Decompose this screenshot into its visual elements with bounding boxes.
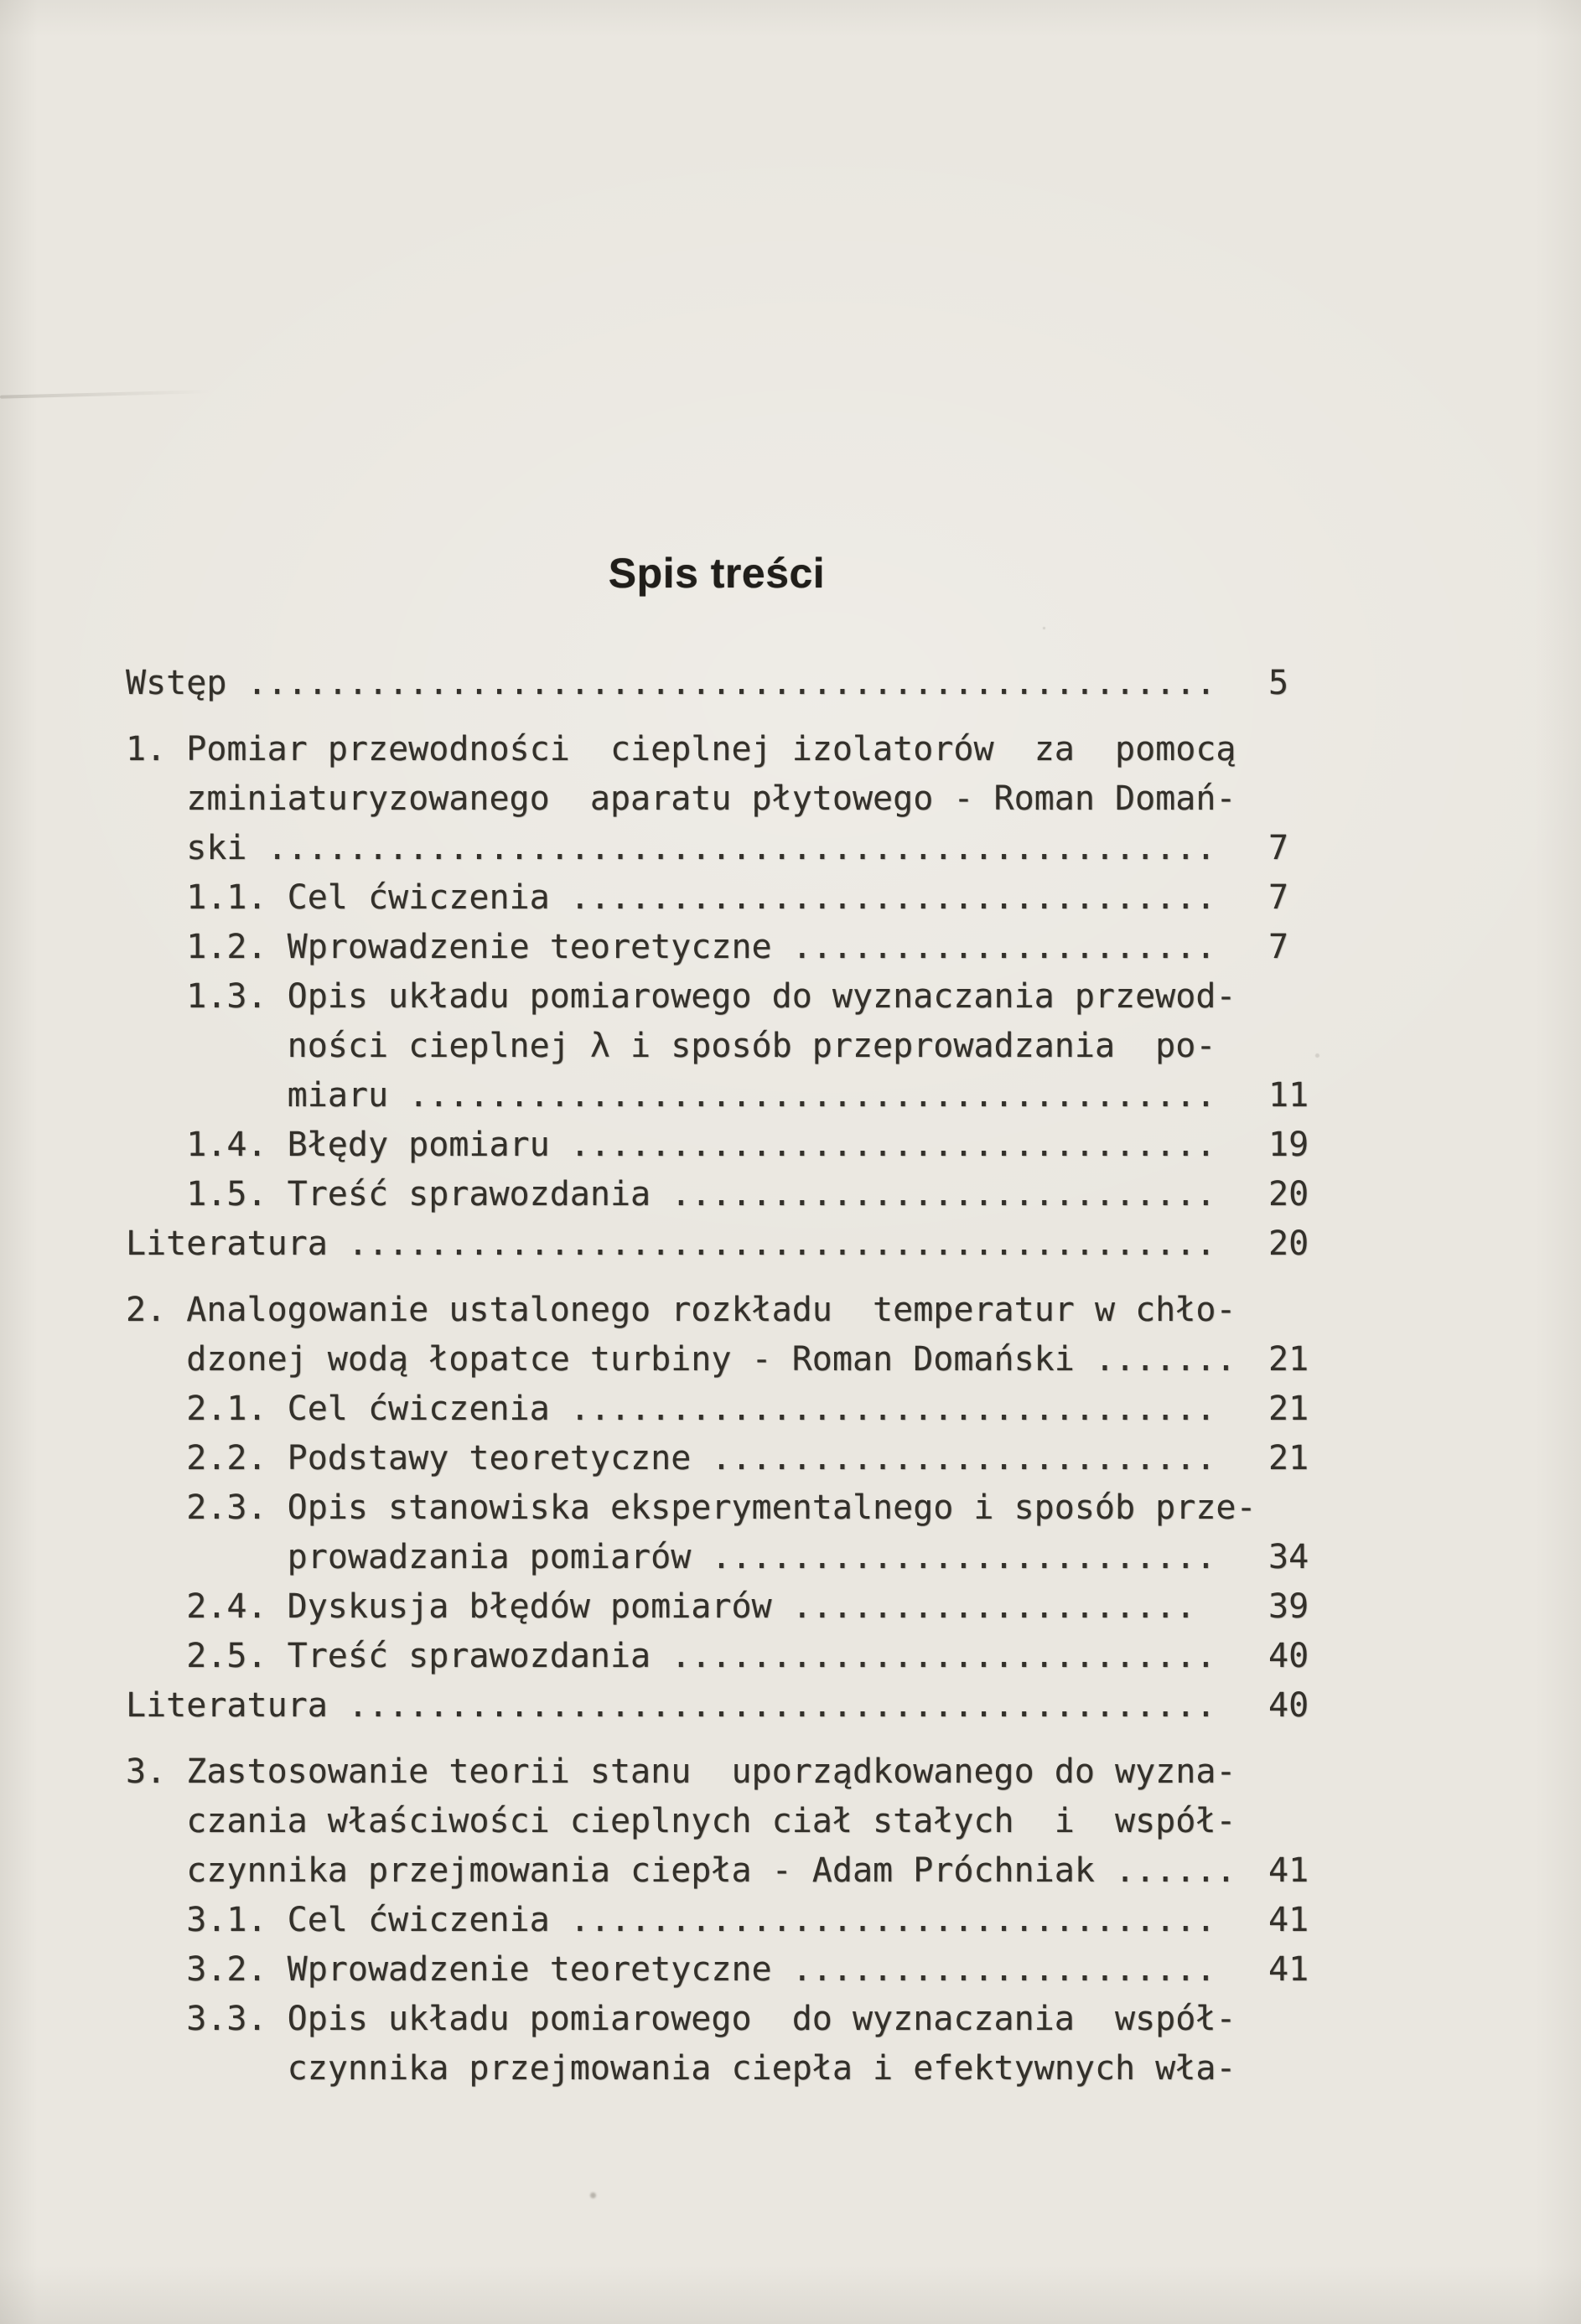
- toc-entry-text: Literatura ...........................................: [126, 1224, 1216, 1263]
- toc-entry-text: prowadzania pomiarów .........................: [287, 1538, 1216, 1576]
- toc-entry-text: czania właściwości cieplnych ciał stałych i współ-: [186, 1802, 1236, 1840]
- toc-page-number: 41: [1268, 1901, 1309, 1939]
- scan-artifacts: [0, 0, 3, 3]
- toc-row: [126, 1286, 1350, 1335]
- toc-row: [126, 1846, 1350, 1896]
- toc-entry-text: 3. Zastosowanie teorii stanu uporządkowanego do wyzna-: [126, 1752, 1236, 1791]
- toc-page-number: 21: [1268, 1439, 1309, 1478]
- toc-entry-text: czynnika przejmowania ciepła - Adam Próchniak ......: [186, 1851, 1236, 1890]
- toc-page-number: 7: [1268, 829, 1289, 867]
- toc-entry-text: ski ...............................................: [186, 829, 1216, 867]
- toc-row: [126, 972, 1350, 1022]
- toc-row: [126, 1071, 1350, 1121]
- toc-entry-text: 1.3. Opis układu pomiarowego do wyznaczania przewod-: [186, 977, 1236, 1016]
- toc-entry-text: 2.4. Dyskusja błędów pomiarów ....................: [186, 1587, 1196, 1626]
- toc-page-number: 21: [1268, 1390, 1309, 1428]
- toc-entry-text: dzonej wodą łopatce turbiny - Roman Domański .......: [186, 1340, 1236, 1379]
- toc-row: [126, 923, 1350, 972]
- toc-row: [126, 1022, 1350, 1071]
- toc-row: [126, 1219, 1350, 1269]
- toc-row: [126, 774, 1350, 824]
- table-of-contents: [126, 659, 1350, 2094]
- toc-page-number: 11: [1268, 1076, 1309, 1115]
- toc-page-number: 7: [1268, 878, 1289, 917]
- toc-row: [126, 1995, 1350, 2044]
- toc-entry-text: 2. Analogowanie ustalonego rozkładu temperatur w chło-: [126, 1291, 1236, 1329]
- toc-row: [126, 1797, 1350, 1846]
- toc-entry-text: 3.3. Opis układu pomiarowego do wyznaczania współ-: [186, 2000, 1236, 2038]
- toc-entry-text: 1.1. Cel ćwiczenia ................................: [186, 878, 1216, 917]
- page-title: Spis treści: [608, 550, 826, 597]
- toc-row: [126, 659, 1350, 708]
- toc-row: [126, 1533, 1350, 1582]
- toc-page-number: 20: [1268, 1175, 1309, 1214]
- toc-row: [126, 725, 1350, 774]
- toc-entry-text: 2.5. Treść sprawozdania ...........................: [186, 1637, 1216, 1675]
- toc-row: [126, 1335, 1350, 1385]
- paper-crease: [0, 389, 235, 398]
- toc-page-number: 19: [1268, 1126, 1309, 1164]
- toc-entry-text: 3.1. Cel ćwiczenia ................................: [186, 1901, 1216, 1939]
- toc-row: [126, 1170, 1350, 1219]
- toc-entry-text: 2.1. Cel ćwiczenia ................................: [186, 1390, 1216, 1428]
- toc-page-number: 21: [1268, 1340, 1309, 1379]
- toc-entry-text: 1.2. Wprowadzenie teoretyczne .....................: [186, 928, 1216, 966]
- toc-row: [126, 1483, 1350, 1533]
- toc-row: [126, 824, 1350, 873]
- toc-row: [126, 1747, 1350, 1797]
- toc-row: [126, 1385, 1350, 1434]
- toc-entry-text: Wstęp ................................................: [126, 664, 1216, 702]
- toc-page-number: 5: [1268, 664, 1289, 702]
- toc-page-number: 39: [1268, 1587, 1309, 1626]
- toc-page-number: 34: [1268, 1538, 1309, 1576]
- toc-entry-text: 3.2. Wprowadzenie teoretyczne .....................: [186, 1950, 1216, 1989]
- toc-entry-text: ności cieplnej λ i sposób przeprowadzania po-: [287, 1027, 1216, 1065]
- toc-row: [126, 1434, 1350, 1483]
- toc-row: [126, 1121, 1350, 1170]
- toc-row: [126, 1945, 1350, 1995]
- toc-row: [126, 1681, 1350, 1731]
- toc-page-number: 7: [1268, 928, 1289, 966]
- toc-row: [126, 1582, 1350, 1632]
- toc-entry-text: 1.5. Treść sprawozdania ...........................: [186, 1175, 1216, 1214]
- toc-entry-text: 1. Pomiar przewodności cieplnej izolatorów za pomocą: [126, 730, 1236, 769]
- toc-row: [126, 2044, 1350, 2094]
- toc-entry-text: miaru ........................................: [287, 1076, 1216, 1115]
- toc-page-number: 41: [1268, 1851, 1309, 1890]
- toc-entry-text: 1.4. Błędy pomiaru ................................: [186, 1126, 1216, 1164]
- toc-page-number: 40: [1268, 1686, 1309, 1725]
- toc-entry-text: 2.3. Opis stanowiska eksperymentalnego i sposób prze-: [186, 1488, 1257, 1527]
- toc-page-number: 20: [1268, 1224, 1309, 1263]
- toc-page-number: 41: [1268, 1950, 1309, 1989]
- toc-entry-text: Literatura ...........................................: [126, 1686, 1216, 1725]
- toc-page-number: 40: [1268, 1637, 1309, 1675]
- toc-entry-text: zminiaturyzowanego aparatu płytowego - Roman Domań-: [186, 779, 1236, 818]
- toc-row: [126, 873, 1350, 923]
- toc-row: [126, 1896, 1350, 1945]
- toc-entry-text: 2.2. Podstawy teoretyczne .........................: [186, 1439, 1216, 1478]
- toc-entry-text: czynnika przejmowania ciepła i efektywnych wła-: [287, 2049, 1236, 2088]
- toc-row: [126, 1632, 1350, 1681]
